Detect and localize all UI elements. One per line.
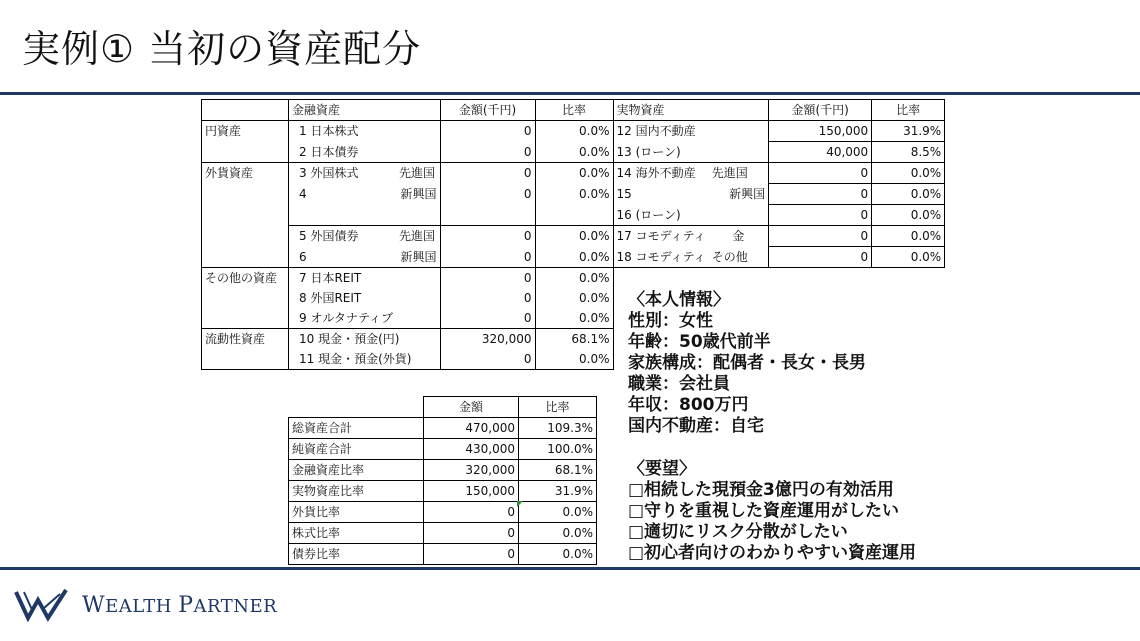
real-amount-cell: 0 <box>769 184 872 205</box>
amount-cell: 0 <box>440 142 535 163</box>
table-row <box>202 226 945 247</box>
real-ratio-cell: 0.0% <box>872 163 945 184</box>
table-row <box>202 205 945 226</box>
ratio-cell: 0.0% <box>535 184 613 205</box>
summary-amount: 150,000 <box>424 481 519 502</box>
real-amount-cell: 40,000 <box>769 142 872 163</box>
amount-cell: 0 <box>440 268 535 289</box>
item-cell: 5 外国債券 <box>289 226 397 247</box>
profile-line: 年収：800万円 <box>628 395 749 415</box>
ratio-cell: 0.0% <box>535 142 613 163</box>
item-cell: 6 <box>289 247 397 268</box>
real-ratio-cell: 0.0% <box>872 205 945 226</box>
item-sub-cell: 先進国 <box>396 163 440 184</box>
real-item-cell: 15 <box>613 184 709 205</box>
item-cell: 9 オルタナティブ <box>289 308 397 329</box>
amount-cell: 0 <box>440 121 535 142</box>
real-ratio-cell: 31.9% <box>872 121 945 142</box>
summary-ratio: 0.0% <box>519 523 597 544</box>
real-amount-cell: 0 <box>769 163 872 184</box>
table-row <box>202 142 945 163</box>
real-ratio-cell: 0.0% <box>872 226 945 247</box>
header-amount: 金額(千円) <box>440 100 535 121</box>
item-cell: 11 現金・預金(外貨) <box>289 349 441 370</box>
summary-label: 債券比率 <box>289 544 424 565</box>
bottom-divider <box>0 567 1140 570</box>
real-ratio-cell: 8.5% <box>872 142 945 163</box>
request-line: □守りを重視した資産運用がしたい <box>628 501 900 521</box>
ratio-cell: 0.0% <box>535 247 613 268</box>
summary-ratio: 100.0% <box>519 439 597 460</box>
amount-cell: 0 <box>440 163 535 184</box>
table-row <box>202 121 945 142</box>
company-logo <box>14 588 277 622</box>
summary-ratio: 68.1% <box>519 460 597 481</box>
requests-section <box>628 459 916 564</box>
real-sub-cell: 金 <box>709 226 769 247</box>
real-sub-cell: その他 <box>709 247 769 268</box>
item-cell: 1 日本株式 <box>289 121 397 142</box>
summary-table <box>288 396 597 565</box>
summary-ratio: 109.3% <box>519 418 597 439</box>
summary-amount: 0 <box>424 523 519 544</box>
real-amount-cell: 0 <box>769 226 872 247</box>
table-row <box>202 163 945 184</box>
amount-cell: 0 <box>440 349 535 370</box>
summary-header-ratio: 比率 <box>519 397 597 418</box>
real-item-cell: 18 コモディティ <box>613 247 709 268</box>
ratio-cell: 0.0% <box>535 288 613 308</box>
header-ratio: 比率 <box>535 100 613 121</box>
summary-ratio: 0.0% <box>519 544 597 565</box>
item-cell: 10 現金・預金(円) <box>289 329 441 350</box>
table-row <box>202 247 945 268</box>
summary-header-amount: 金額 <box>424 397 519 418</box>
ratio-cell: 0.0% <box>535 308 613 329</box>
request-line: □適切にリスク分散がしたい <box>628 522 848 542</box>
profile-line: 性別：女性 <box>628 311 713 331</box>
logo-text: WEALTH PARTNER <box>82 592 278 618</box>
summary-label: 総資産合計 <box>289 418 424 439</box>
header-real-amount: 金額(千円) <box>769 100 872 121</box>
real-ratio-cell: 0.0% <box>872 247 945 268</box>
profile-line: 国内不動産：自宅 <box>628 416 764 436</box>
summary-row <box>289 481 597 502</box>
table-header-row <box>202 100 945 121</box>
amount-cell: 0 <box>440 288 535 308</box>
summary-amount: 320,000 <box>424 460 519 481</box>
summary-ratio: 0.0% <box>519 502 597 523</box>
summary-amount: 470,000 <box>424 418 519 439</box>
ratio-cell: 68.1% <box>535 329 613 350</box>
amount-cell: 0 <box>440 308 535 329</box>
real-item-cell: 12 国内不動産 <box>613 121 709 142</box>
summary-row <box>289 439 597 460</box>
summary-amount: 0 <box>424 544 519 565</box>
summary-row <box>289 418 597 439</box>
item-cell: 3 外国株式 <box>289 163 397 184</box>
summary-label: 実物資産比率 <box>289 481 424 502</box>
top-divider <box>0 92 1140 95</box>
real-item-cell: 13 (ローン) <box>613 142 709 163</box>
summary-amount: 0 <box>424 502 519 523</box>
item-sub-cell: 新興国 <box>400 249 437 264</box>
real-item-cell: 14 海外不動産 <box>613 163 709 184</box>
amount-cell: 0 <box>440 184 535 205</box>
item-cell: 4 <box>289 184 397 205</box>
profile-section <box>628 290 866 437</box>
header-real-assets: 実物資産 <box>613 100 769 121</box>
ratio-cell: 0.0% <box>535 349 613 370</box>
amount-cell: 320,000 <box>440 329 535 350</box>
amount-cell: 0 <box>440 247 535 268</box>
profile-line: 年齢：50歳代前半 <box>628 332 771 352</box>
ratio-cell: 0.0% <box>535 121 613 142</box>
profile-line: 職業：会社員 <box>628 374 730 394</box>
summary-row <box>289 523 597 544</box>
real-item-cell: 16 (ローン) <box>613 205 709 226</box>
summary-ratio: 31.9% <box>519 481 597 502</box>
item-cell: 8 外国REIT <box>289 288 397 308</box>
request-line: □初心者向けのわかりやすい資産運用 <box>628 543 917 563</box>
ratio-cell: 0.0% <box>535 226 613 247</box>
wealth-partner-w-logo-icon <box>14 588 76 622</box>
request-line: □相続した現預金3億円の有効活用 <box>628 480 894 500</box>
category-cell: 外貨資産 <box>202 163 289 184</box>
cell-comment-marker <box>517 501 523 507</box>
real-amount-cell: 0 <box>769 247 872 268</box>
table-row <box>202 184 945 205</box>
summary-label: 純資産合計 <box>289 439 424 460</box>
requests-heading: 〈要望〉 <box>628 459 696 479</box>
page-title: 実例① 当初の資産配分 <box>22 27 422 71</box>
summary-amount: 430,000 <box>424 439 519 460</box>
profile-line: 家族構成：配偶者・長女・長男 <box>628 353 866 373</box>
table-row <box>202 268 945 289</box>
header-financial-assets: 金融資産 <box>289 100 441 121</box>
header-real-ratio: 比率 <box>872 100 945 121</box>
item-cell: 7 日本REIT <box>289 268 397 289</box>
summary-label: 株式比率 <box>289 523 424 544</box>
real-amount-cell: 0 <box>769 205 872 226</box>
amount-cell: 0 <box>440 226 535 247</box>
real-amount-cell: 150,000 <box>769 121 872 142</box>
ratio-cell: 0.0% <box>535 163 613 184</box>
real-item-cell: 17 コモディティ <box>613 226 709 247</box>
category-cell: その他の資産 <box>202 268 289 289</box>
real-sub-cell: 新興国 <box>729 187 766 201</box>
item-sub-cell: 先進国 <box>396 226 440 247</box>
real-ratio-cell: 0.0% <box>872 184 945 205</box>
profile-heading: 〈本人情報〉 <box>628 290 730 310</box>
summary-label: 外貨比率 <box>289 502 424 523</box>
ratio-cell: 0.0% <box>535 268 613 289</box>
item-sub-cell: 新興国 <box>400 187 437 201</box>
summary-row <box>289 502 597 523</box>
category-cell: 流動性資産 <box>202 329 289 350</box>
summary-row <box>289 544 597 565</box>
summary-header-row <box>289 397 597 418</box>
summary-row <box>289 460 597 481</box>
real-sub-cell: 先進国 <box>709 163 769 184</box>
item-cell: 2 日本債券 <box>289 142 397 163</box>
category-cell: 円資産 <box>202 121 289 142</box>
summary-label: 金融資産比率 <box>289 460 424 481</box>
